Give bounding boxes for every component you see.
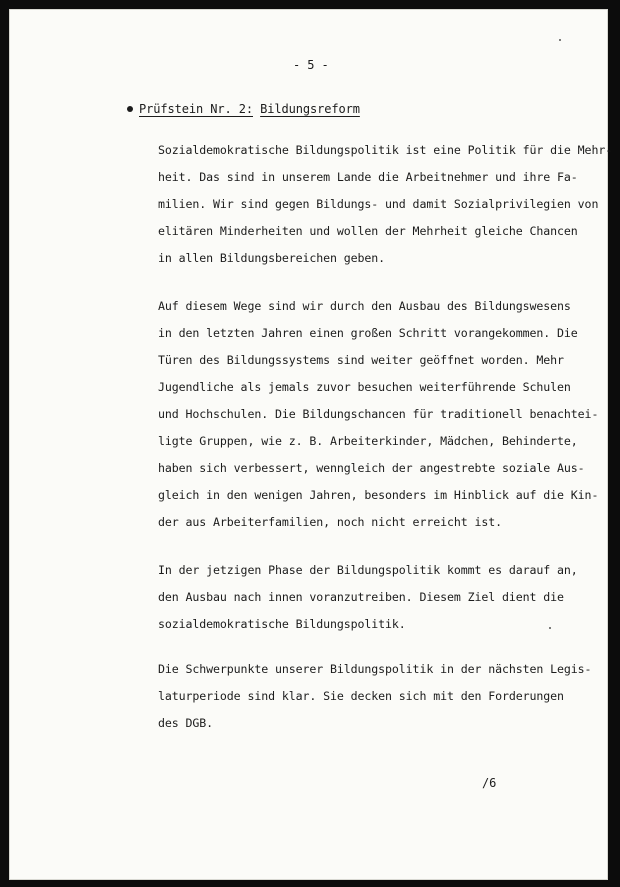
scan-speck xyxy=(549,627,551,629)
paragraph-line: in allen Bildungsbereichen geben. xyxy=(158,251,386,265)
paragraph-line: Jugendliche als jemals zuvor besuchen weiterführende Schulen xyxy=(158,380,571,394)
continuation-marker: /6 xyxy=(482,776,497,790)
heading-title: Bildungsreform xyxy=(260,102,360,116)
heading-label: Prüfstein Nr. 2: xyxy=(139,102,253,116)
paragraph-line: Sozialdemokratische Bildungspolitik ist eine Politik für die Mehr- xyxy=(158,143,613,157)
bullet-icon xyxy=(127,106,133,112)
paragraph-2 xyxy=(158,293,599,536)
paragraph-line: Die Schwerpunkte unserer Bildungspolitik in der nächsten Legis- xyxy=(158,662,592,676)
paragraph-line: den Ausbau nach innen voranzutreiben. Diesem Ziel dient die xyxy=(158,590,564,604)
paragraph-line: des DGB. xyxy=(158,716,214,730)
paragraph-line: und Hochschulen. Die Bildungschancen für traditionell benachtei- xyxy=(158,407,599,421)
paragraph-line: haben sich verbessert, wenngleich der angestrebte soziale Aus- xyxy=(158,461,585,475)
paragraph-line: in den letzten Jahren einen großen Schritt vorangekommen. Die xyxy=(158,326,578,340)
document-page xyxy=(9,9,613,880)
paragraph-3 xyxy=(158,557,578,638)
paragraph-4 xyxy=(158,656,592,737)
paragraph-line: gleich in den wenigen Jahren, besonders im Hinblick auf die Kin- xyxy=(158,488,599,502)
scan-speck xyxy=(559,39,561,41)
paragraph-line: laturperiode sind klar. Sie decken sich mit den Forderungen xyxy=(158,689,564,703)
paragraph-line: elitären Minderheiten und wollen der Mehrheit gleiche Chancen xyxy=(158,224,578,238)
paragraph-line: Türen des Bildungssystems sind weiter geöffnet worden. Mehr xyxy=(158,353,564,367)
paragraph-line: sozialdemokratische Bildungspolitik. xyxy=(158,617,406,631)
page-number: - 5 - xyxy=(293,58,329,72)
paragraph-line: heit. Das sind in unserem Lande die Arbeitnehmer und ihre Fa- xyxy=(158,170,578,184)
section-heading xyxy=(139,102,360,116)
paragraph-line: In der jetzigen Phase der Bildungspolitik kommt es darauf an, xyxy=(158,563,578,577)
paragraph-1 xyxy=(158,137,613,272)
paragraph-line: der aus Arbeiterfamilien, noch nicht erreicht ist. xyxy=(158,515,503,529)
paragraph-line: ligte Gruppen, wie z. B. Arbeiterkinder, Mädchen, Behinderte, xyxy=(158,434,578,448)
paragraph-line: milien. Wir sind gegen Bildungs- und damit Sozialprivilegien von xyxy=(158,197,599,211)
paragraph-line: Auf diesem Wege sind wir durch den Ausbau des Bildungswesens xyxy=(158,299,571,313)
